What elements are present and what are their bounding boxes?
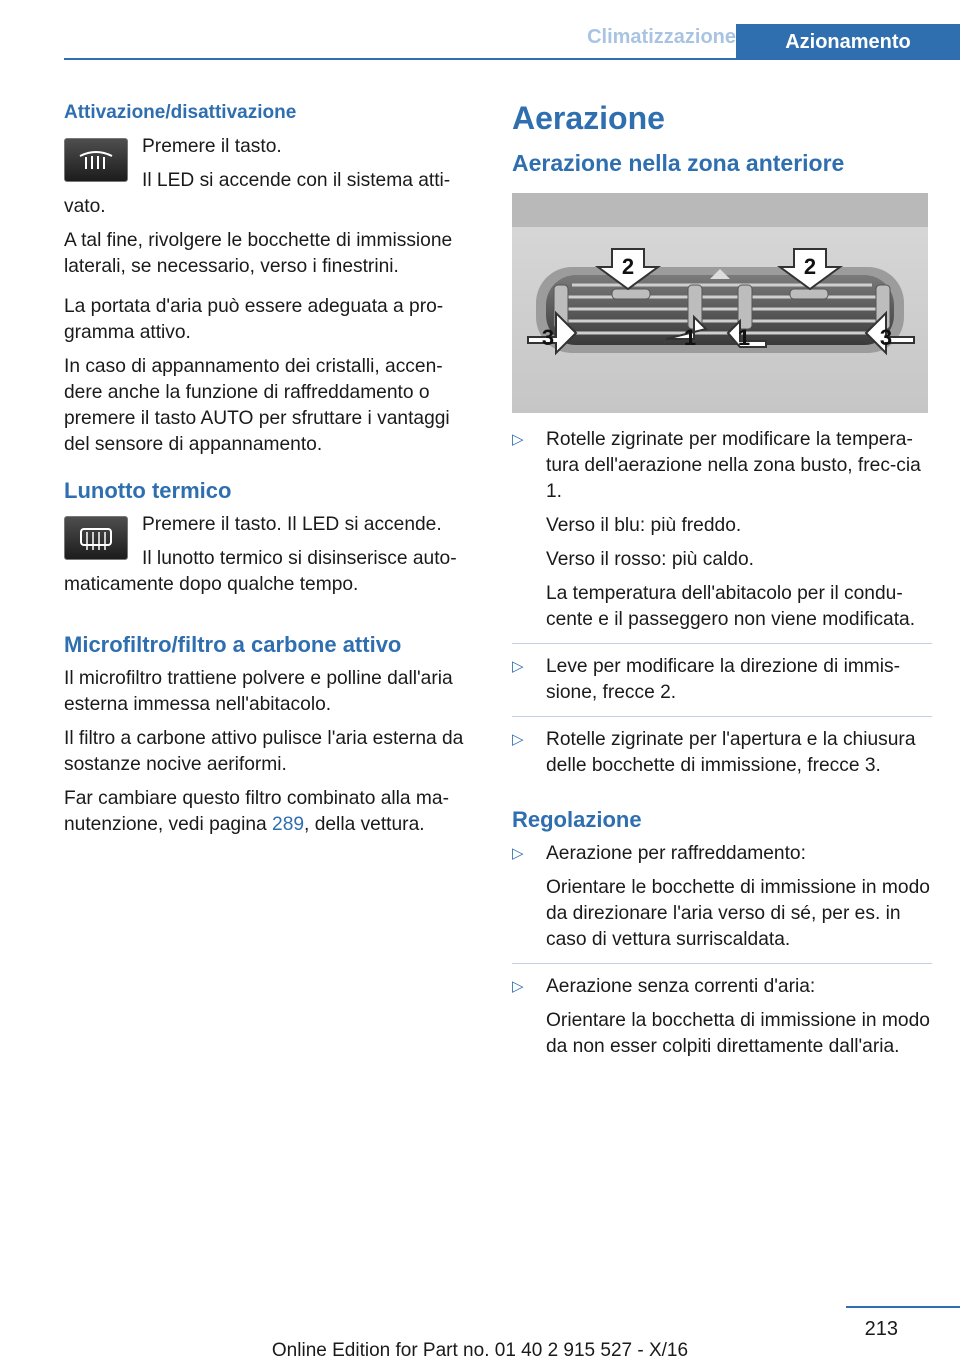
separator xyxy=(512,643,932,644)
section-tab: Climatizzazione xyxy=(587,26,736,48)
filter-text-3b: , della vettura. xyxy=(304,814,425,835)
heading-ventilation: Aerazione xyxy=(512,100,665,136)
separator xyxy=(512,963,932,964)
act-text-1: Premere il tasto. xyxy=(142,136,282,157)
reg-bullet-1-text: Orientare le bocchette di immissione in modo da direzionare l'aria verso di sé, per es. in caso di vettura surriscaldata. xyxy=(546,877,930,950)
page-header xyxy=(64,24,960,60)
heading-front-ventilation: Aerazione nella zona anteriore xyxy=(512,150,845,176)
filter-text-2: Il filtro a carbone attivo pulisce l'aria esterna da sostanze nocive aeriformi. xyxy=(64,728,464,775)
separator xyxy=(512,716,932,717)
act-text-2: Il LED si accende con il sistema atti-vato. xyxy=(64,170,451,217)
reg-bullet-1: ▷ Aerazione per raffreddamento: xyxy=(512,841,932,867)
chapter-tab: Azionamento xyxy=(736,24,960,60)
right-column xyxy=(512,98,932,1068)
label-1-left: 1 xyxy=(683,325,697,350)
act-text-3: A tal fine, rivolgere le bocchette di immissione laterali, se necessario, verso i finestrini. xyxy=(64,230,453,277)
header-rule xyxy=(64,58,960,60)
bullet-2: ▷ Leve per modificare la direzione di immis-sione, frecce 2. xyxy=(512,654,932,706)
rear-text-1: Premere il tasto. Il LED si accende. xyxy=(142,514,442,535)
bullet-3: ▷ Rotelle zigrinate per l'apertura e la chiusura delle bocchette di immissione, frecce 3. xyxy=(512,727,932,779)
page-number: 213 xyxy=(864,1318,898,1340)
reg-bullet-2-text: Orientare la bocchetta di immissione in modo da non esser colpiti direttamente dall'aria. xyxy=(546,1010,930,1057)
filter-text-3a: Far cambiare questo filtro combinato alla ma-nutenzione, vedi pagina xyxy=(64,788,449,835)
label-3-left: 3 xyxy=(541,325,555,350)
act-text-4: La portata d'aria può essere adeguata a pro-gramma attivo. xyxy=(64,296,444,343)
heading-rear-window: Lunotto termico xyxy=(64,478,232,503)
filter-text-3 xyxy=(64,786,478,838)
page-link[interactable]: 289 xyxy=(272,814,305,835)
heading-activation: Attivazione/disattivazione xyxy=(64,102,297,123)
rear-text-2: Il lunotto termico si disinserisce auto-maticamente dopo qualche tempo. xyxy=(64,548,457,595)
label-2-left: 2 xyxy=(621,254,635,279)
heading-filter: Microfiltro/filtro a carbone attivo xyxy=(64,632,402,657)
label-1-right: 1 xyxy=(737,325,751,350)
act-text-5: In caso di appannamento dei cristalli, accen-dere anche la funzione di raffreddamento o premere il tasto AUTO per sfruttare i vantaggi del sensore di appannamento. xyxy=(64,356,450,455)
reg-bullet-2: ▷ Aerazione senza correnti d'aria: xyxy=(512,974,932,1000)
bullet-1-sub-1: Verso il blu: più freddo. xyxy=(546,515,742,536)
filter-text-1: Il microfiltro trattiene polvere e polline dall'aria esterna immessa nell'abitacolo. xyxy=(64,668,453,715)
bullet-1: ▷ Rotelle zigrinate per modificare la tempera-tura dell'aerazione nella zona busto, frec-cia 1. xyxy=(512,427,932,505)
bullet-1-sub-3: La temperatura dell'abitacolo per il condu-cente e il passeggero non viene modificata. xyxy=(546,583,916,630)
label-2-right: 2 xyxy=(803,254,817,279)
rear-defrost-button-icon xyxy=(64,516,128,560)
left-column xyxy=(64,98,478,846)
heading-regulation: Regolazione xyxy=(512,807,642,832)
air-vents-figure xyxy=(512,193,928,413)
bullet-1-sub-2: Verso il rosso: più caldo. xyxy=(546,549,754,570)
label-3-right: 3 xyxy=(879,325,893,350)
edition-text: Online Edition for Part no. 01 40 2 915 527 - X/16 xyxy=(271,1340,689,1361)
footer-rule xyxy=(846,1306,960,1308)
defrost-button-icon xyxy=(64,138,128,182)
